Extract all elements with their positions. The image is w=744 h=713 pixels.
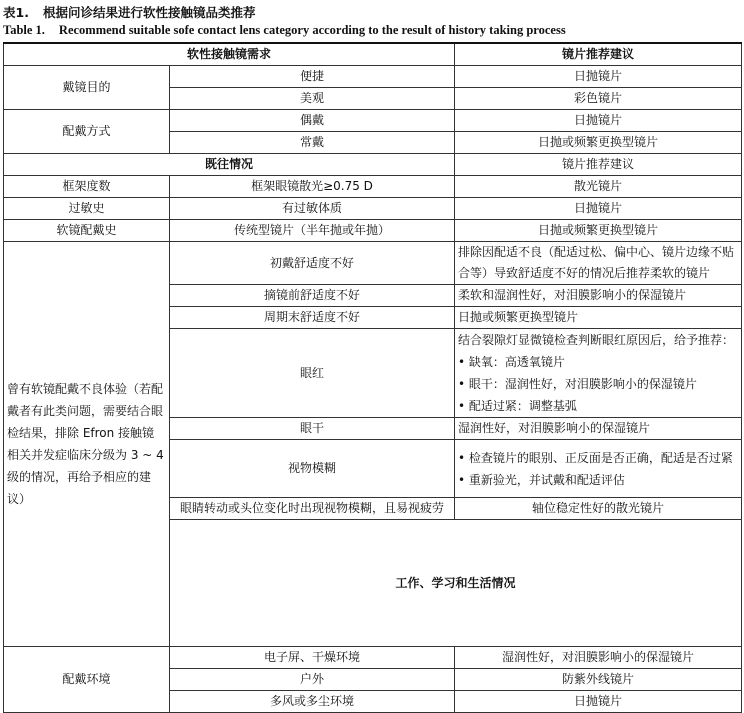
mode-a: 偶戴 bbox=[170, 110, 455, 132]
red-rec-line: • 配适过紧：调整基弧 bbox=[458, 399, 577, 413]
blur-rec-line: • 检查镜片的眼别、正反面是否正确，配适是否过紧 bbox=[458, 450, 733, 465]
red-rec-line: • 缺氧：高透氧镜片 bbox=[458, 355, 565, 369]
header-need: 软性接触镜需求 bbox=[4, 43, 455, 66]
purpose-a: 便捷 bbox=[170, 66, 455, 88]
softhist-need: 传统型镜片（半年抛或年抛） bbox=[170, 220, 455, 242]
discomfort-label: 曾有软镜配戴不良体验（若配戴者有此类问题，需要结合眼检结果，排除 Efron 接触镜相关并发症临床分级为 3 ~ 4 级的情况，再给予相应的建议） bbox=[4, 242, 170, 647]
blur-rec-line: • 重新验光，并试戴和配适评估 bbox=[458, 472, 625, 487]
table-row bbox=[4, 176, 742, 198]
mode-a-rec: 日抛镜片 bbox=[455, 110, 742, 132]
frame-rec: 散光镜片 bbox=[455, 176, 742, 198]
caption-en-title: Recommend suitable sofe contact lens category according to the result of history taking process bbox=[58, 23, 566, 37]
discomfort-red: 眼红 bbox=[170, 329, 455, 418]
discomfort-initial: 初戴舒适度不好 bbox=[170, 242, 455, 285]
discomfort-rotation: 眼睛转动或头位变化时出现视物模糊，且易视疲劳 bbox=[170, 498, 455, 520]
red-rec-line: • 眼干：湿润性好，对泪膜影响小的保湿镜片 bbox=[458, 377, 697, 391]
discomfort-cycle-end-rec: 日抛或频繁更换型镜片 bbox=[455, 307, 742, 329]
mode-b-rec: 日抛或频繁更换型镜片 bbox=[455, 132, 742, 154]
table-row bbox=[4, 242, 742, 285]
section-history-row bbox=[4, 154, 742, 176]
section-work: 工作、学习和生活情况 bbox=[170, 520, 742, 647]
mode-b: 常戴 bbox=[170, 132, 455, 154]
env-outdoor: 户外 bbox=[170, 669, 455, 691]
recommendation-table bbox=[3, 42, 742, 713]
table-row bbox=[4, 647, 742, 669]
discomfort-before-removal-rec: 柔软和湿润性好，对泪膜影响小的保湿镜片 bbox=[455, 285, 742, 307]
table-row bbox=[4, 220, 742, 242]
red-rec-line: 结合裂隙灯显微镜检查判断眼红原因后，给予推荐： bbox=[458, 333, 735, 347]
discomfort-before-removal: 摘镜前舒适度不好 bbox=[170, 285, 455, 307]
softhist-label: 软镜配戴史 bbox=[4, 220, 170, 242]
caption-en-label: Table 1. bbox=[3, 23, 45, 37]
discomfort-cycle-end: 周期末舒适度不好 bbox=[170, 307, 455, 329]
allergy-label: 过敏史 bbox=[4, 198, 170, 220]
environment-label: 配戴环境 bbox=[4, 647, 170, 713]
purpose-b: 美观 bbox=[170, 88, 455, 110]
caption-cn-title: 根据问诊结果进行软性接触镜品类推荐 bbox=[42, 5, 256, 20]
table-row bbox=[4, 66, 742, 88]
mode-label: 配戴方式 bbox=[4, 110, 170, 154]
table-row bbox=[4, 110, 742, 132]
purpose-label: 戴镜目的 bbox=[4, 66, 170, 110]
env-outdoor-rec: 防紫外线镜片 bbox=[455, 669, 742, 691]
discomfort-red-rec bbox=[455, 329, 742, 418]
discomfort-rotation-rec: 轴位稳定性好的散光镜片 bbox=[455, 498, 742, 520]
discomfort-initial-rec: 排除因配适不良（配适过松、偏中心、镜片边缘不贴合等）导致舒适度不好的情况后推荐柔软的镜片 bbox=[455, 242, 742, 285]
caption-cn-label: 表1. bbox=[3, 5, 29, 20]
frame-need: 框架眼镜散光≥0.75 D bbox=[170, 176, 455, 198]
section-history-rec: 镜片推荐建议 bbox=[455, 154, 742, 176]
discomfort-blur-rec bbox=[455, 440, 742, 498]
section-history: 既往情况 bbox=[4, 154, 455, 176]
env-screen: 电子屏、干燥环境 bbox=[170, 647, 455, 669]
table-header-row bbox=[4, 43, 742, 66]
header-recommendation: 镜片推荐建议 bbox=[455, 43, 742, 66]
table-caption-en bbox=[3, 23, 566, 38]
purpose-b-rec: 彩色镜片 bbox=[455, 88, 742, 110]
discomfort-dry: 眼干 bbox=[170, 418, 455, 440]
table-row bbox=[4, 198, 742, 220]
frame-label: 框架度数 bbox=[4, 176, 170, 198]
allergy-need: 有过敏体质 bbox=[170, 198, 455, 220]
softhist-rec: 日抛或频繁更换型镜片 bbox=[455, 220, 742, 242]
env-screen-rec: 湿润性好，对泪膜影响小的保湿镜片 bbox=[455, 647, 742, 669]
env-dusty-rec: 日抛镜片 bbox=[455, 691, 742, 713]
discomfort-blur: 视物模糊 bbox=[170, 440, 455, 498]
allergy-rec: 日抛镜片 bbox=[455, 198, 742, 220]
purpose-a-rec: 日抛镜片 bbox=[455, 66, 742, 88]
table-caption-cn bbox=[3, 3, 255, 21]
discomfort-dry-rec: 湿润性好，对泪膜影响小的保湿镜片 bbox=[455, 418, 742, 440]
env-dusty: 多风或多尘环境 bbox=[170, 691, 455, 713]
